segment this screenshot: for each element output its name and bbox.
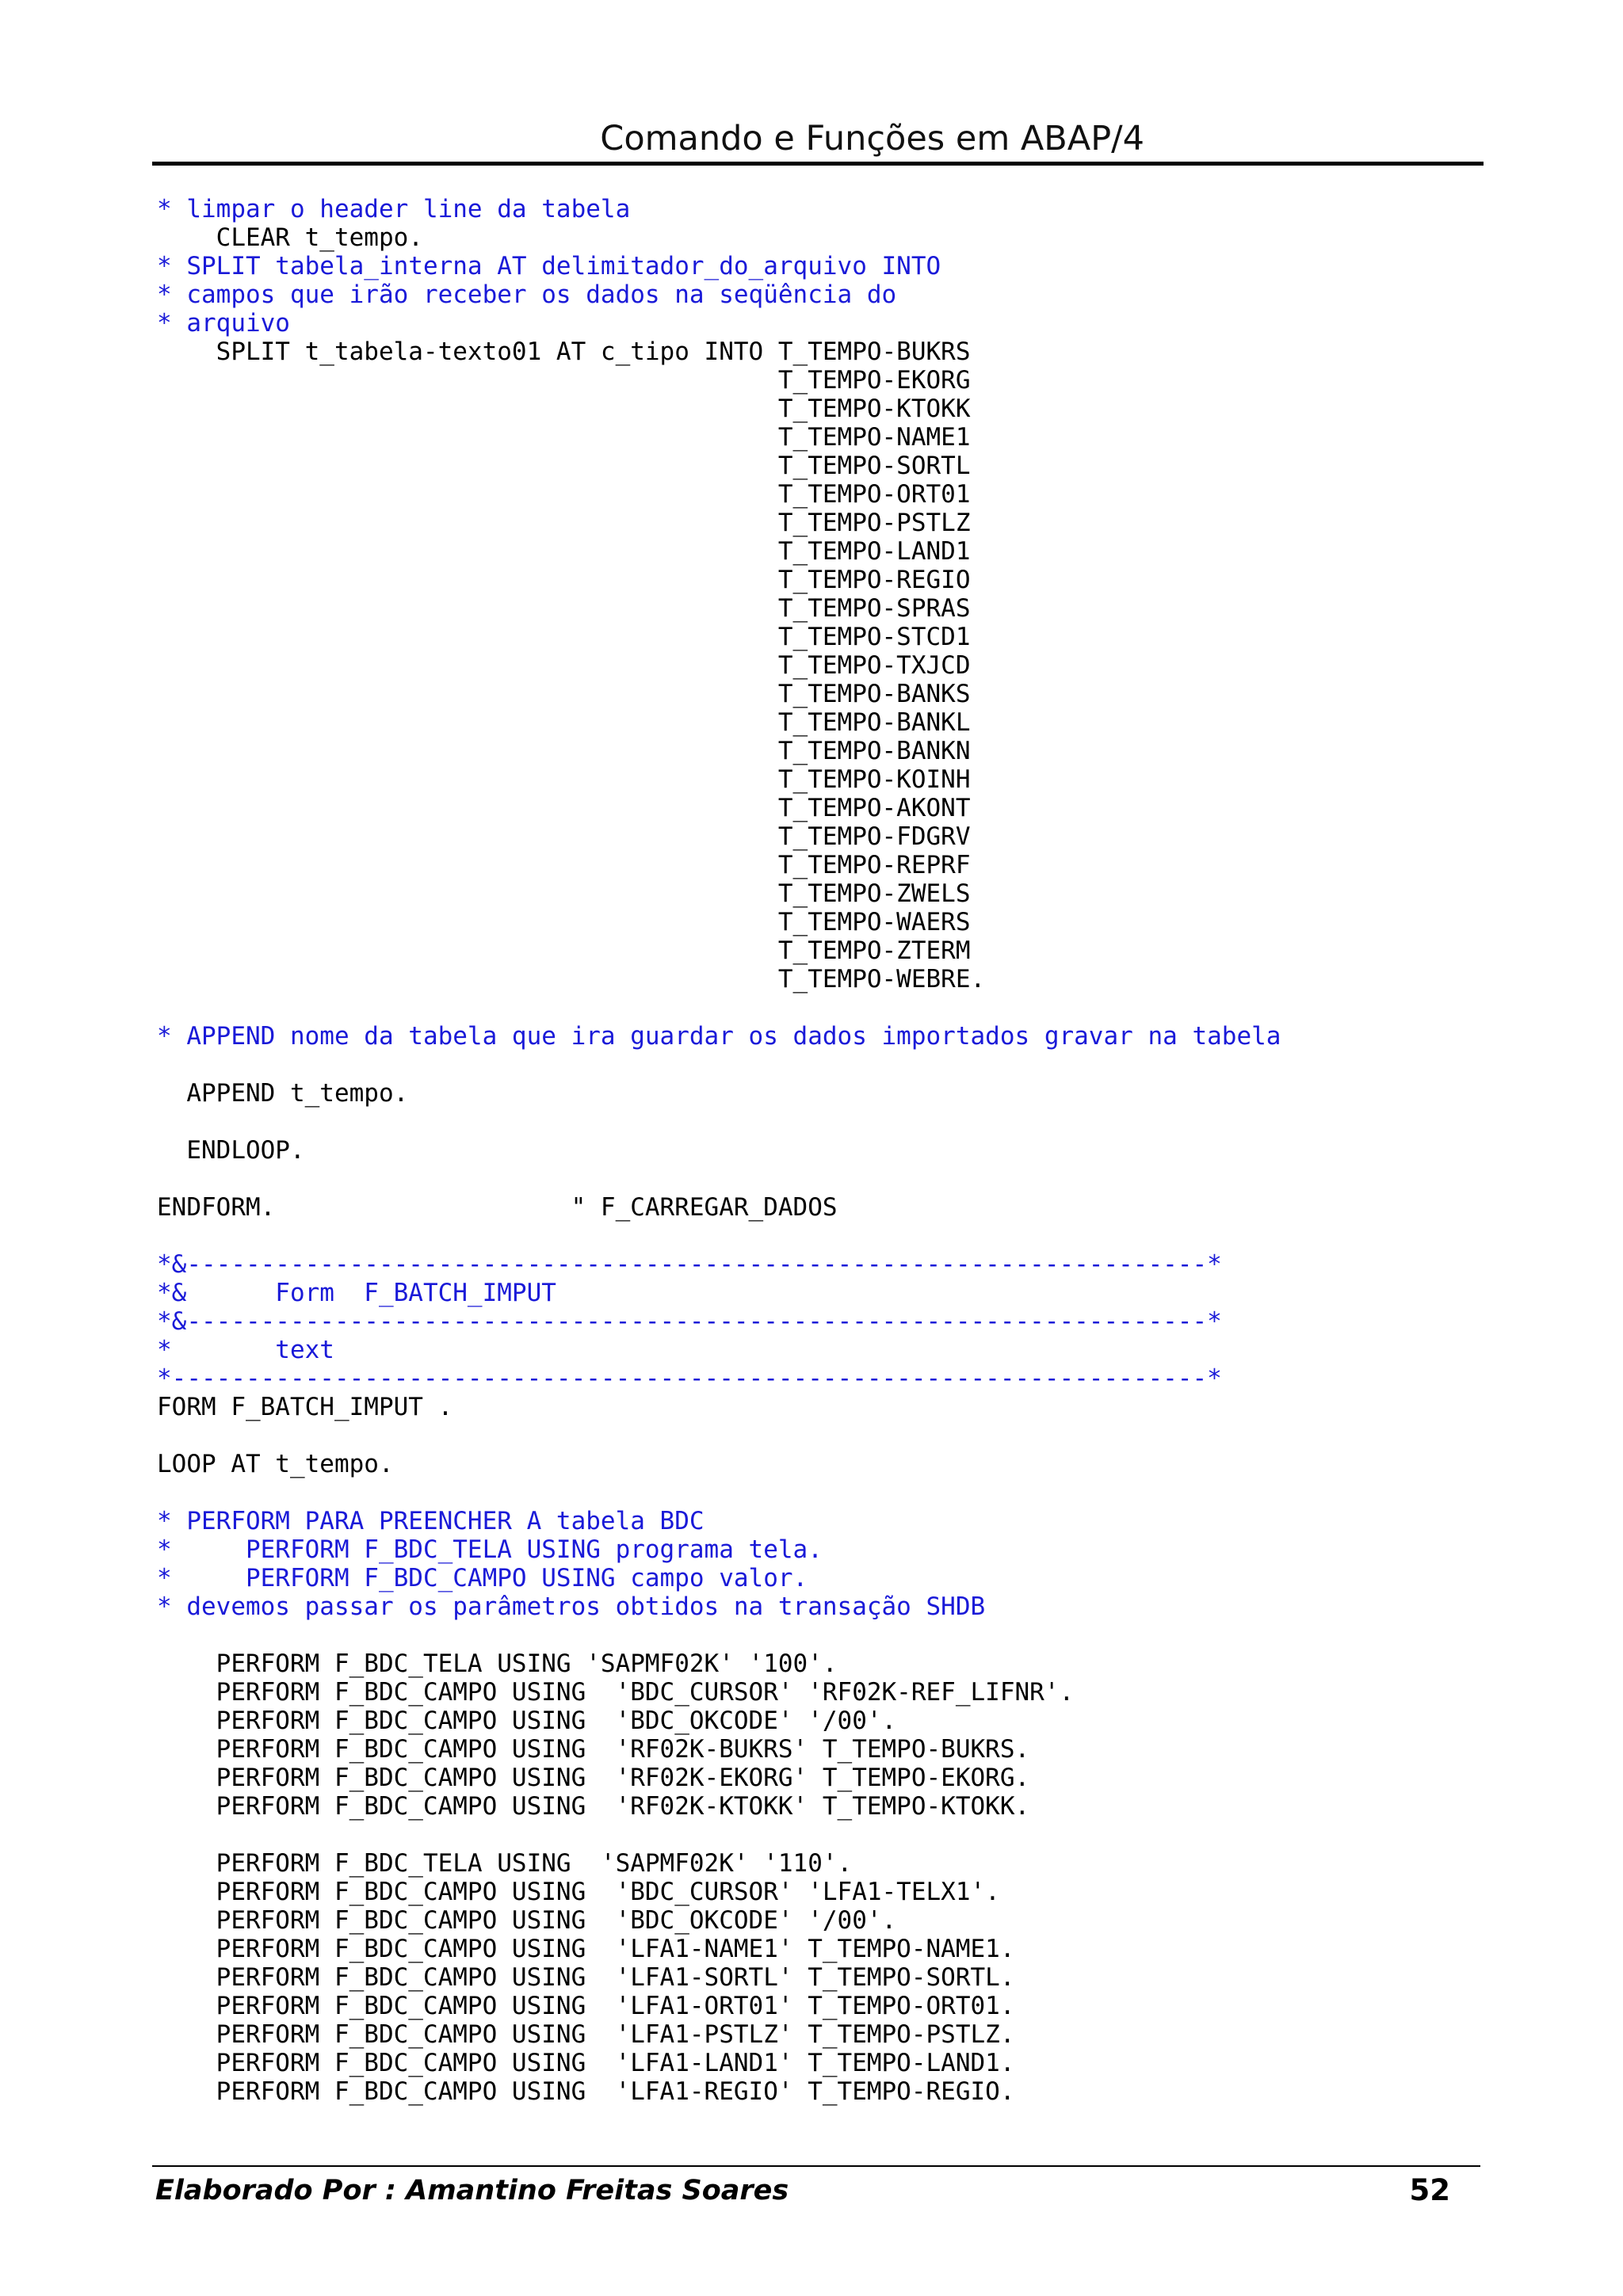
code-line: PERFORM F_BDC_CAMPO USING 'BDC_OKCODE' '/00'. (157, 1707, 897, 1735)
page-title: Comando e Funções em ABAP/4 (600, 119, 1144, 158)
code-line (157, 1222, 1480, 1250)
code-line: T_TEMPO-FDGRV (157, 822, 971, 851)
code-line: PERFORM F_BDC_CAMPO USING 'LFA1-REGIO' T_TEMPO-REGIO. (157, 2077, 1015, 2106)
code-line: PERFORM F_BDC_CAMPO USING 'LFA1-ORT01' T_TEMPO-ORT01. (157, 1992, 1015, 2020)
code-comment-line: *& Form F_BATCH_IMPUT (157, 1279, 556, 1307)
code-comment-line: *&---------------------------------------------------------------------* (157, 1307, 1222, 1336)
code-line: T_TEMPO-STCD1 (157, 623, 971, 651)
code-line: CLEAR t_tempo. (157, 223, 423, 252)
code-line: T_TEMPO-SORTL (157, 452, 971, 480)
code-line: T_TEMPO-EKORG (157, 366, 971, 395)
code-line (157, 1051, 1480, 1079)
code-line (157, 994, 1480, 1022)
code-line: T_TEMPO-PSTLZ (157, 509, 971, 537)
code-line: PERFORM F_BDC_CAMPO USING 'BDC_OKCODE' '/00'. (157, 1906, 897, 1935)
code-comment-line: * PERFORM F_BDC_CAMPO USING campo valor. (157, 1564, 808, 1592)
code-comment-line: * text (157, 1336, 334, 1364)
code-line: ENDFORM. " F_CARREGAR_DADOS (157, 1193, 838, 1222)
code-comment-line: *----------------------------------------------------------------------* (157, 1364, 1222, 1393)
page-number: 52 (1409, 2173, 1450, 2207)
code-comment-line: * APPEND nome da tabela que ira guardar os dados importados gravar na tabela (157, 1022, 1281, 1051)
code-line (157, 1165, 1480, 1193)
code-line: LOOP AT t_tempo. (157, 1450, 394, 1478)
code-comment-line: * PERFORM F_BDC_TELA USING programa tela. (157, 1535, 823, 1564)
code-line: T_TEMPO-BANKS (157, 680, 971, 708)
code-line: PERFORM F_BDC_CAMPO USING 'BDC_CURSOR' 'LFA1-TELX1'. (157, 1878, 1000, 1906)
code-comment-line: * PERFORM PARA PREENCHER A tabela BDC (157, 1507, 705, 1535)
code-line: PERFORM F_BDC_CAMPO USING 'RF02K-BUKRS' T_TEMPO-BUKRS. (157, 1735, 1030, 1764)
code-line: T_TEMPO-NAME1 (157, 423, 971, 452)
footer-author: Elaborado Por : Amantino Freitas Soares (155, 2175, 789, 2206)
page-footer (152, 2165, 1480, 2222)
code-line (157, 1478, 1480, 1507)
code-line: T_TEMPO-BANKL (157, 708, 971, 737)
code-line: T_TEMPO-LAND1 (157, 537, 971, 566)
code-line: T_TEMPO-BANKN (157, 737, 971, 765)
code-line: PERFORM F_BDC_CAMPO USING 'RF02K-KTOKK' T_TEMPO-KTOKK. (157, 1792, 1030, 1821)
code-line: PERFORM F_BDC_CAMPO USING 'RF02K-EKORG' T_TEMPO-EKORG. (157, 1764, 1030, 1792)
code-line: T_TEMPO-REGIO (157, 566, 971, 594)
code-line: APPEND t_tempo. (157, 1079, 409, 1108)
code-comment-line: *&---------------------------------------------------------------------* (157, 1250, 1222, 1279)
code-line: PERFORM F_BDC_CAMPO USING 'LFA1-NAME1' T_TEMPO-NAME1. (157, 1935, 1015, 1963)
code-line: T_TEMPO-KTOKK (157, 395, 971, 423)
code-line: T_TEMPO-SPRAS (157, 594, 971, 623)
code-line: PERFORM F_BDC_TELA USING 'SAPMF02K' '100'. (157, 1650, 838, 1678)
code-line (157, 1108, 1480, 1136)
code-line: T_TEMPO-WAERS (157, 908, 971, 936)
code-line: T_TEMPO-REPRF (157, 851, 971, 879)
code-comment-line: * SPLIT tabela_interna AT delimitador_do_arquivo INTO (157, 252, 941, 280)
code-line: T_TEMPO-ORT01 (157, 480, 971, 509)
code-line: ENDLOOP. (157, 1136, 305, 1165)
code-line: PERFORM F_BDC_CAMPO USING 'LFA1-LAND1' T_TEMPO-LAND1. (157, 2049, 1015, 2077)
code-line: PERFORM F_BDC_CAMPO USING 'LFA1-SORTL' T_TEMPO-SORTL. (157, 1963, 1015, 1992)
code-line: PERFORM F_BDC_TELA USING 'SAPMF02K' '110'. (157, 1849, 853, 1878)
code-line: T_TEMPO-TXJCD (157, 651, 971, 680)
code-line: T_TEMPO-ZWELS (157, 879, 971, 908)
code-line (157, 1421, 1480, 1450)
code-comment-line: * devemos passar os parâmetros obtidos na transação SHDB (157, 1592, 986, 1621)
code-line: T_TEMPO-WEBRE. (157, 965, 986, 994)
code-comment-line: * campos que irão receber os dados na seqüência do (157, 280, 897, 309)
code-line: PERFORM F_BDC_CAMPO USING 'LFA1-PSTLZ' T_TEMPO-PSTLZ. (157, 2020, 1015, 2049)
code-line: T_TEMPO-KOINH (157, 765, 971, 794)
code-listing (157, 195, 1480, 2106)
code-comment-line: * limpar o header line da tabela (157, 195, 631, 223)
page-header (152, 114, 1484, 166)
code-line: FORM F_BATCH_IMPUT . (157, 1393, 453, 1421)
code-line: T_TEMPO-AKONT (157, 794, 971, 822)
code-line (157, 1821, 1480, 1849)
code-line: SPLIT t_tabela-texto01 AT c_tipo INTO T_TEMPO-BUKRS (157, 338, 971, 366)
code-line: PERFORM F_BDC_CAMPO USING 'BDC_CURSOR' 'RF02K-REF_LIFNR'. (157, 1678, 1075, 1707)
code-comment-line: * arquivo (157, 309, 290, 338)
code-line (157, 1621, 1480, 1650)
code-line: T_TEMPO-ZTERM (157, 936, 971, 965)
